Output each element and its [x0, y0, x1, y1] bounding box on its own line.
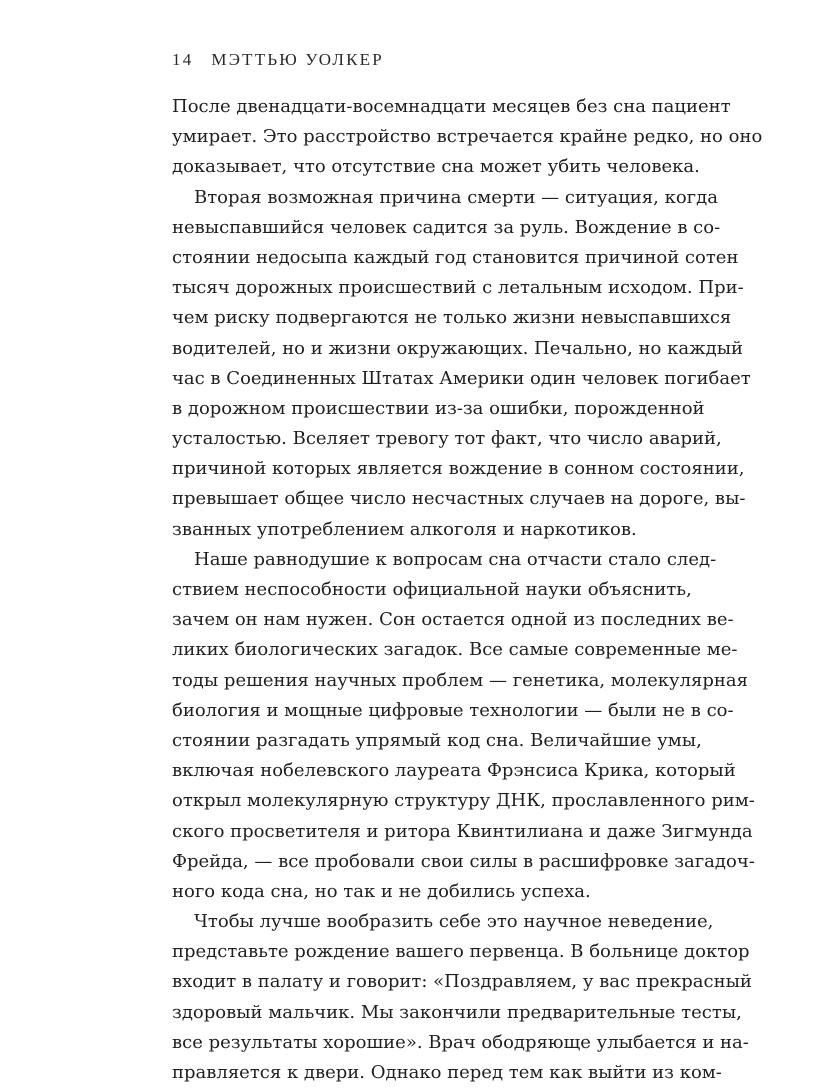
paragraph [172, 907, 752, 1088]
text-line: здоровый мальчик. Мы закончили предварительные тесты, [172, 1001, 742, 1023]
text-line: все результаты хорошие». Врач ободряюще улыбается и на- [172, 1031, 749, 1053]
paragraph [172, 183, 751, 545]
text-line: доказывает, что отсутствие сна может убить человека. [172, 156, 700, 178]
text-line: ликих биологических загадок. Все самые современные ме- [172, 639, 738, 661]
text-line: в дорожном происшествии из-за ошибки, порожденной [172, 397, 705, 419]
text-line: ского просветителя и ритора Квинтилиана и даже Зигмунда [172, 820, 753, 842]
paragraph [172, 92, 763, 183]
text-line: превышает общее число несчастных случаев на дороге, вы- [172, 488, 746, 510]
text-line: представьте рождение вашего первенца. В больнице доктор [172, 941, 750, 963]
text-line: зачем он нам нужен. Сон остается одной из последних ве- [172, 609, 734, 631]
text-line: Чтобы лучше вообразить себе это научное неведение, [194, 911, 714, 933]
paragraph [172, 545, 755, 907]
text-line: водителей, но и жизни окружающих. Печально, но каждый [172, 337, 744, 359]
text-line: включая нобелевского лауреата Фрэнсиса Крика, который [172, 760, 736, 782]
text-line: стоянии разгадать упрямый код сна. Величайшие умы, [172, 729, 702, 751]
author-name: МЭТТЬЮ УОЛКЕР [211, 50, 384, 69]
running-head [172, 50, 384, 70]
text-line: Наше равнодушие к вопросам сна отчасти стало след- [194, 548, 717, 570]
text-line: правляется к двери. Однако перед тем как выйти из ком- [172, 1062, 722, 1083]
text-line: час в Соединенных Штатах Америки один человек погибает [172, 367, 751, 389]
text-line: званных употреблением алкоголя и наркотиков. [172, 518, 637, 540]
text-line: открыл молекулярную структуру ДНК, прославленного рим- [172, 790, 755, 812]
text-line: причиной которых является вождение в сонном состоянии, [172, 458, 745, 480]
text-line: Фрейда, — все пробовали свои силы в расшифровке загадоч- [172, 850, 755, 872]
text-line: стоянии недосыпа каждый год становится причиной сотен [172, 246, 739, 268]
text-line: усталостью. Вселяет тревогу тот факт, что число аварий, [172, 428, 722, 450]
text-line: тоды решения научных проблем — генетика, молекулярная [172, 669, 748, 691]
text-line: Вторая возможная причина смерти — ситуация, когда [194, 186, 718, 208]
text-line: умирает. Это расстройство встречается крайне редко, но оно [172, 126, 763, 148]
body-text [172, 92, 763, 1088]
text-line: После двенадцати-восемнадцати месяцев без сна пациент [172, 96, 731, 117]
text-line: чем риску подвергаются не только жизни невыспавшихся [172, 307, 732, 329]
text-line: ного кода сна, но так и не добились успеха. [172, 880, 591, 902]
text-line: невыспавшийся человек садится за руль. Вождение в со- [172, 216, 721, 238]
text-line: входит в палату и говорит: «Поздравляем, у вас прекрасный [172, 971, 752, 993]
page-number: 14 [172, 50, 194, 69]
text-line: ствием неспособности официальной науки объяснить, [172, 579, 692, 600]
text-line: тысяч дорожных происшествий с летальным исходом. При- [172, 277, 744, 299]
text-line: биология и мощные цифровые технологии — были не в со- [172, 699, 734, 721]
